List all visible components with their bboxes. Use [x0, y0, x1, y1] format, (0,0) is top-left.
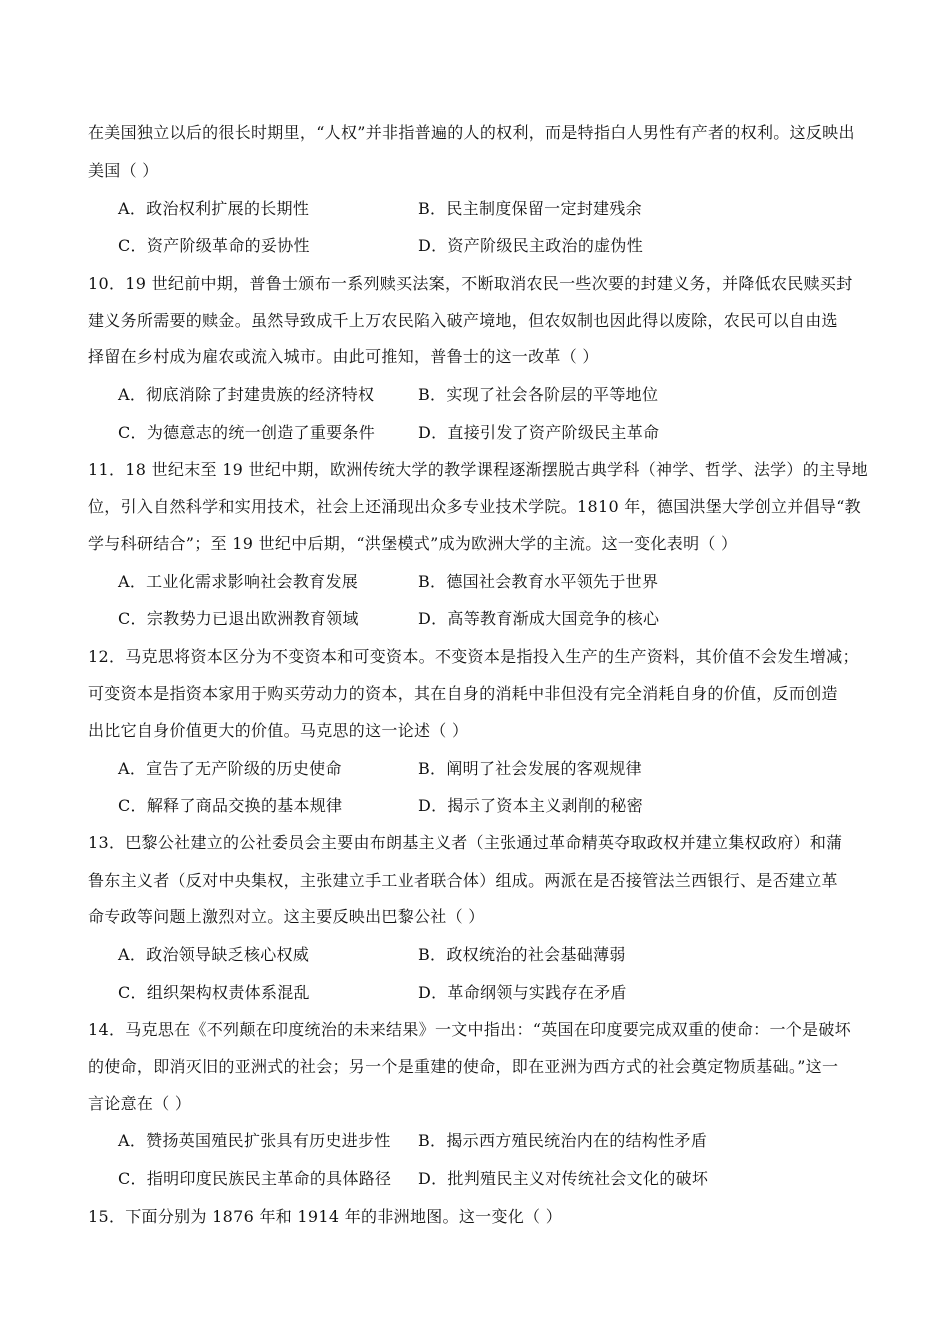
question-10-stem-line-1: 10．19 世纪前中期，普鲁士颁布一系列赎买法案，不断取消农民一些次要的封建义务，并降低农民赎买封: [88, 274, 853, 293]
question-10-stem-line-3: 择留在乡村成为雇农或流入城市。由此可推知，普鲁士的这一改革（ ）: [88, 347, 599, 366]
question-10-option-a: A．彻底消除了封建贵族的经济特权: [118, 385, 375, 404]
question-14-option-d: D．批判殖民主义对传统社会文化的破坏: [418, 1169, 709, 1188]
question-10-option-b: B．实现了社会各阶层的平等地位: [418, 385, 659, 404]
question-9-stem-line-2: 美国（ ）: [88, 161, 159, 180]
question-12-option-a: A．宣告了无产阶级的历史使命: [118, 759, 342, 778]
question-14-option-b: B．揭示西方殖民统治内在的结构性矛盾: [418, 1131, 708, 1150]
question-11-option-b: B．德国社会教育水平领先于世界: [418, 572, 659, 591]
question-9-option-c: C．资产阶级革命的妥协性: [118, 236, 310, 255]
question-14-stem-line-2: 的使命，即消灭旧的亚洲式的社会；另一个是重建的使命，即在亚洲为西方式的社会奠定物质基础。”这一: [88, 1057, 839, 1076]
question-9-option-a: A．政治权利扩展的长期性: [118, 199, 310, 218]
question-13-option-b: B．政权统治的社会基础薄弱: [418, 945, 626, 964]
question-11-stem-line-2: 位，引入自然科学和实用技术，社会上还涌现出众多专业技术学院。1810 年，德国洪堡大学创立并倡导“教: [88, 497, 861, 516]
question-14-stem-line-1: 14．马克思在《不列颠在印度统治的未来结果》一文中指出：“英国在印度要完成双重的使命：一个是破坏: [88, 1020, 851, 1039]
question-11-stem-line-3: 学与科研结合”；至 19 世纪中后期，“洪堡模式”成为欧洲大学的主流。这一变化表明（ ）: [88, 534, 738, 553]
question-15-stem-line-1: 15．下面分别为 1876 年和 1914 年的非洲地图。这一变化（ ）: [88, 1207, 563, 1226]
question-13-stem-line-3: 命专政等问题上激烈对立。这主要反映出巴黎公社（ ）: [88, 907, 485, 926]
question-12-stem-line-1: 12．马克思将资本区分为不变资本和可变资本。不变资本是指投入生产的生产资料，其价值不会发生增减；: [88, 647, 859, 666]
question-11-option-c: C．宗教势力已退出欧洲教育领域: [118, 609, 359, 628]
question-11-option-a: A．工业化需求影响社会教育发展: [118, 572, 359, 591]
question-9-option-d: D．资产阶级民主政治的虚伪性: [418, 236, 644, 255]
question-10-option-d: D．直接引发了资产阶级民主革命: [418, 423, 660, 442]
question-10-option-c: C．为德意志的统一创造了重要条件: [118, 423, 376, 442]
question-13-option-d: D．革命纲领与实践存在矛盾: [418, 983, 627, 1002]
question-12-stem-line-3: 出比它自身价值更大的价值。马克思的这一论述（ ）: [88, 721, 469, 740]
question-13-stem-line-2: 鲁东主义者（反对中央集权，主张建立手工业者联合体）组成。两派在是否接管法兰西银行、是否建立革: [88, 871, 838, 890]
question-9-stem-line-1: 在美国独立以后的很长时期里，“人权”并非指普遍的人的权利，而是特指白人男性有产者的权利。这反映出: [88, 123, 855, 142]
question-13-option-c: C．组织架构权责体系混乱: [118, 983, 310, 1002]
question-14-stem-line-3: 言论意在（ ）: [88, 1094, 192, 1113]
question-13-stem-line-1: 13．巴黎公社建立的公社委员会主要由布朗基主义者（主张通过革命精英夺取政权并建立集权政府）和蒲: [88, 833, 843, 852]
question-9-option-b: B．民主制度保留一定封建残余: [418, 199, 642, 218]
question-14-option-c: C．指明印度民族民主革命的具体路径: [118, 1169, 392, 1188]
question-12-option-c: C．解释了商品交换的基本规律: [118, 796, 343, 815]
question-12-option-b: B．阐明了社会发展的客观规律: [418, 759, 642, 778]
question-12-stem-line-2: 可变资本是指资本家用于购买劳动力的资本，其在自身的消耗中非但没有完全消耗自身的价值，反而创造: [88, 684, 838, 703]
question-11-stem-line-1: 11．18 世纪末至 19 世纪中期，欧洲传统大学的教学课程逐渐摆脱古典学科（神学、哲学、法学）的主导地: [88, 460, 868, 479]
question-11-option-d: D．高等教育渐成大国竞争的核心: [418, 609, 660, 628]
question-14-option-a: A．赞扬英国殖民扩张具有历史进步性: [118, 1131, 391, 1150]
question-10-stem-line-2: 建义务所需要的赎金。虽然导致成千上万农民陷入破产境地，但农奴制也因此得以废除，农民可以自由选: [88, 311, 838, 330]
question-13-option-a: A．政治领导缺乏核心权威: [118, 945, 310, 964]
question-12-option-d: D．揭示了资本主义剥削的秘密: [418, 796, 644, 815]
